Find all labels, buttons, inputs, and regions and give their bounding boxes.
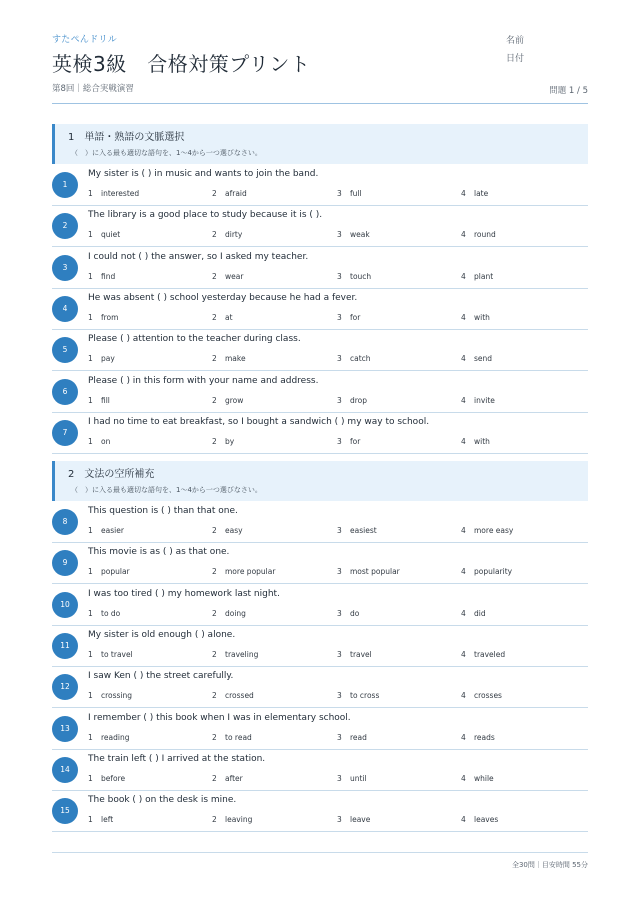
choice-number: 2 [212, 567, 217, 577]
choice-text: for [350, 312, 361, 322]
answer-choice[interactable] [337, 650, 372, 659]
page-header [52, 28, 588, 104]
section-header [52, 461, 588, 501]
name-label: 名前 [506, 36, 525, 46]
choice-number: 4 [461, 649, 466, 659]
choice-text: catch [350, 354, 371, 364]
choice-number: 4 [461, 395, 466, 405]
answer-choice[interactable] [212, 189, 247, 198]
answer-choice[interactable] [337, 437, 360, 446]
choice-text: popularity [474, 567, 513, 577]
question-item [52, 372, 588, 413]
answer-choice[interactable] [88, 609, 120, 618]
answer-choice[interactable] [212, 354, 246, 363]
choice-number: 4 [461, 312, 466, 322]
answer-choice[interactable] [88, 230, 120, 239]
question-number-badge: 2 [52, 213, 78, 239]
answer-choice[interactable] [212, 609, 246, 618]
answer-choice[interactable] [461, 354, 492, 363]
answer-choice[interactable] [461, 650, 505, 659]
answer-choice[interactable] [461, 774, 494, 783]
choice-number: 4 [461, 354, 466, 364]
answer-choice[interactable] [88, 691, 132, 700]
choice-text: easier [101, 526, 124, 535]
question-item [52, 791, 588, 832]
answer-choice[interactable] [337, 526, 377, 535]
choice-number: 3 [337, 395, 342, 405]
choice-text: popular [101, 567, 130, 577]
choice-text: reading [101, 732, 130, 742]
choice-text: touch [350, 271, 372, 281]
page-subtitle: 第8回｜総合実戦演習 [52, 84, 134, 94]
answer-choice[interactable] [88, 815, 113, 824]
question-text: The library is a good place to study because it is ( ). [88, 210, 323, 221]
choice-number: 1 [88, 815, 93, 825]
answer-choice[interactable] [212, 437, 234, 446]
choice-text: doing [225, 608, 246, 618]
choice-text: at [225, 312, 233, 322]
question-number-badge: 12 [52, 674, 78, 700]
answer-choice[interactable] [337, 733, 367, 742]
choice-text: find [101, 271, 116, 281]
choice-text: leave [350, 815, 371, 825]
choice-number: 3 [337, 354, 342, 364]
choice-text: for [350, 436, 361, 446]
choice-number: 3 [337, 608, 342, 618]
choice-text: round [474, 230, 496, 240]
answer-choice[interactable] [88, 567, 130, 576]
choice-number: 4 [461, 732, 466, 742]
question-text: Please ( ) in this form with your name and address. [88, 375, 319, 386]
question-item [52, 585, 588, 626]
choice-text: late [474, 189, 489, 198]
question-item [52, 543, 588, 584]
question-number-badge: 1 [52, 172, 78, 198]
choice-text: to travel [101, 649, 133, 659]
choice-number: 2 [212, 815, 217, 825]
choice-number: 1 [88, 649, 93, 659]
question-number-badge: 6 [52, 379, 78, 405]
choice-text: to do [101, 608, 121, 618]
choice-number: 1 [88, 436, 93, 446]
choice-text: to cross [350, 691, 380, 701]
choice-number: 2 [212, 395, 217, 405]
choice-number: 4 [461, 815, 466, 825]
choice-text: full [350, 189, 362, 198]
answer-choice[interactable] [212, 733, 252, 742]
choice-number: 2 [212, 354, 217, 364]
question-item [52, 289, 588, 330]
answer-choice[interactable] [461, 733, 495, 742]
choice-text: before [101, 773, 126, 783]
choice-number: 2 [212, 526, 217, 535]
question-text: I had no time to eat breakfast, so I bought a sandwich ( ) my way to school. [88, 416, 430, 427]
choice-text: crossing [101, 691, 133, 701]
choice-text: dirty [225, 230, 243, 240]
answer-choice[interactable] [337, 272, 371, 281]
question-item [52, 413, 588, 454]
choice-number: 2 [212, 189, 217, 198]
choice-text: leaves [474, 815, 499, 825]
choice-number: 1 [88, 608, 93, 618]
answer-choice[interactable] [337, 396, 367, 405]
answer-choice[interactable] [461, 272, 493, 281]
section-instructions: （ ）に入る最も適切な語句を、1〜4から一つ選びなさい。 [71, 149, 262, 157]
section-title: 1 単語・熟語の文脈選択 [68, 132, 185, 143]
choice-text: interested [101, 189, 140, 198]
answer-choice[interactable] [212, 815, 252, 824]
choice-number: 3 [337, 230, 342, 240]
choice-number: 3 [337, 189, 342, 198]
question-number-badge: 15 [52, 798, 78, 824]
choice-text: by [225, 436, 235, 446]
question-item [52, 165, 588, 206]
answer-choice[interactable] [212, 526, 243, 535]
choice-number: 3 [337, 567, 342, 577]
answer-choice[interactable] [337, 774, 367, 783]
question-number-badge: 11 [52, 633, 78, 659]
choice-number: 2 [212, 230, 217, 240]
answer-choice[interactable] [461, 567, 512, 576]
choice-text: do [350, 608, 360, 618]
choice-number: 4 [461, 189, 466, 198]
choice-number: 4 [461, 436, 466, 446]
choice-number: 1 [88, 230, 93, 240]
choice-text: until [350, 773, 367, 783]
choice-text: leaving [225, 815, 253, 825]
date-label: 日付 [506, 54, 525, 64]
choice-number: 2 [212, 312, 217, 322]
answer-choice[interactable] [88, 774, 125, 783]
answer-choice[interactable] [461, 230, 496, 239]
choice-text: grow [225, 395, 244, 405]
question-text: My sister is old enough ( ) alone. [88, 629, 236, 640]
question-text: I could not ( ) the answer, so I asked my teacher. [88, 251, 309, 262]
question-text: My sister is ( ) in music and wants to join the band. [88, 169, 319, 179]
question-number-badge: 7 [52, 420, 78, 446]
choice-number: 3 [337, 815, 342, 825]
answer-choice[interactable] [461, 189, 488, 198]
answer-choice[interactable] [212, 567, 275, 576]
choice-text: reads [474, 732, 495, 742]
question-number-badge: 13 [52, 716, 78, 742]
answer-choice[interactable] [337, 691, 379, 700]
choice-text: more easy [474, 526, 514, 535]
answer-choice[interactable] [337, 354, 371, 363]
footer-info: 全30問｜目安時間 55分 [511, 861, 588, 869]
choice-number: 3 [337, 271, 342, 281]
choice-number: 2 [212, 691, 217, 701]
page-title: 英検3級 合格対策プリント [52, 52, 311, 76]
answer-choice[interactable] [337, 815, 370, 824]
choice-text: traveling [225, 649, 259, 659]
choice-text: fill [101, 395, 110, 405]
choice-text: crossed [225, 691, 254, 701]
answer-choice[interactable] [461, 526, 513, 535]
question-number-badge: 5 [52, 337, 78, 363]
choice-text: most popular [350, 567, 400, 577]
answer-choice[interactable] [212, 774, 243, 783]
answer-choice[interactable] [461, 691, 502, 700]
choice-number: 1 [88, 395, 93, 405]
answer-choice[interactable] [212, 230, 242, 239]
question-text: Please ( ) attention to the teacher during class. [88, 334, 301, 345]
choice-number: 4 [461, 773, 466, 783]
choice-text: traveled [474, 649, 506, 659]
question-text: I saw Ken ( ) the street carefully. [88, 671, 234, 682]
choice-number: 2 [212, 649, 217, 659]
answer-choice[interactable] [88, 189, 139, 198]
answer-choice[interactable] [461, 609, 486, 618]
question-number-badge: 4 [52, 296, 78, 322]
answer-choice[interactable] [88, 733, 130, 742]
choice-text: read [350, 732, 367, 742]
answer-choice[interactable] [212, 272, 243, 281]
choice-number: 3 [337, 526, 342, 535]
choice-text: left [101, 815, 114, 825]
question-text: This movie is as ( ) as that one. [88, 547, 230, 558]
choice-text: quiet [101, 230, 121, 240]
question-item [52, 330, 588, 371]
page-indicator: 問題 1 / 5 [549, 86, 588, 96]
section-title: 2 文法の空所補充 [68, 469, 155, 480]
question-item [52, 709, 588, 750]
answer-choice[interactable] [337, 313, 360, 322]
question-number-badge: 9 [52, 550, 78, 576]
question-item [52, 206, 588, 247]
choice-number: 1 [88, 567, 93, 577]
choice-text: plant [474, 271, 494, 281]
choice-number: 1 [88, 732, 93, 742]
question-number-badge: 3 [52, 255, 78, 281]
answer-choice[interactable] [88, 313, 118, 322]
answer-choice[interactable] [461, 815, 498, 824]
choice-number: 3 [337, 649, 342, 659]
choice-number: 3 [337, 732, 342, 742]
answer-choice[interactable] [88, 396, 110, 405]
choice-number: 1 [88, 354, 93, 364]
choice-number: 1 [88, 526, 93, 535]
choice-number: 2 [212, 436, 217, 446]
choice-number: 4 [461, 691, 466, 701]
choice-text: wear [225, 271, 244, 281]
answer-choice[interactable] [88, 272, 115, 281]
choice-text: with [474, 436, 490, 446]
question-item [52, 626, 588, 667]
choice-number: 1 [88, 691, 93, 701]
answer-choice[interactable] [461, 313, 490, 322]
choice-text: easy [225, 526, 243, 535]
choice-text: on [101, 436, 111, 446]
choice-text: invite [474, 395, 495, 405]
choice-number: 2 [212, 773, 217, 783]
choice-number: 4 [461, 271, 466, 281]
choice-text: with [474, 312, 490, 322]
choice-text: crosses [474, 691, 502, 701]
question-item [52, 667, 588, 708]
answer-choice[interactable] [337, 189, 362, 198]
question-text: He was absent ( ) school yesterday because he had a fever. [88, 292, 358, 303]
answer-choice[interactable] [212, 396, 243, 405]
footer-divider [52, 852, 588, 853]
answer-choice[interactable] [88, 650, 133, 659]
choice-number: 3 [337, 436, 342, 446]
choice-number: 4 [461, 567, 466, 577]
choice-number: 2 [212, 608, 217, 618]
choice-number: 4 [461, 230, 466, 240]
choice-number: 1 [88, 271, 93, 281]
choice-number: 3 [337, 773, 342, 783]
header-divider [52, 103, 588, 104]
choice-text: after [225, 773, 243, 783]
question-text: The book ( ) on the desk is mine. [88, 795, 237, 806]
choice-number: 3 [337, 312, 342, 322]
answer-choice[interactable] [461, 437, 490, 446]
answer-choice[interactable] [212, 313, 233, 322]
question-text: The train left ( ) I arrived at the station. [88, 753, 266, 764]
choice-number: 4 [461, 608, 466, 618]
answer-choice[interactable] [88, 526, 124, 535]
choice-text: weak [350, 230, 370, 240]
question-text: I was too tired ( ) my homework last night. [88, 588, 280, 599]
question-item [52, 750, 588, 791]
answer-choice[interactable] [337, 567, 400, 576]
question-item [52, 248, 588, 289]
choice-number: 1 [88, 189, 93, 198]
choice-text: did [474, 608, 486, 618]
choice-text: drop [350, 395, 368, 405]
answer-choice[interactable] [337, 609, 359, 618]
choice-text: easiest [350, 526, 377, 535]
question-text: This question is ( ) than that one. [88, 506, 238, 516]
question-text: I remember ( ) this book when I was in elementary school. [88, 712, 351, 723]
answer-choice[interactable] [212, 691, 254, 700]
answer-choice[interactable] [88, 354, 115, 363]
choice-number: 1 [88, 312, 93, 322]
choice-text: more popular [225, 567, 276, 577]
choice-text: while [474, 773, 494, 783]
choice-text: afraid [225, 189, 247, 198]
choice-text: travel [350, 649, 372, 659]
section-instructions: （ ）に入る最も適切な語句を、1〜4から一つ選びなさい。 [71, 486, 262, 494]
answer-choice[interactable] [461, 396, 495, 405]
answer-choice[interactable] [212, 650, 258, 659]
question-number-badge: 8 [52, 509, 78, 535]
section-header [52, 124, 588, 164]
brand-name: すたぺんドリル [52, 35, 118, 45]
answer-choice[interactable] [337, 230, 370, 239]
question-number-badge: 10 [52, 592, 78, 618]
question-number-badge: 14 [52, 757, 78, 783]
choice-text: make [225, 354, 246, 364]
choice-number: 2 [212, 732, 217, 742]
choice-text: pay [101, 354, 115, 364]
choice-text: send [474, 354, 493, 364]
choice-number: 3 [337, 691, 342, 701]
choice-number: 4 [461, 526, 466, 535]
choice-number: 2 [212, 271, 217, 281]
choice-text: from [101, 312, 119, 322]
choice-text: to read [225, 732, 252, 742]
choice-number: 1 [88, 773, 93, 783]
question-item [52, 502, 588, 543]
answer-choice[interactable] [88, 437, 110, 446]
